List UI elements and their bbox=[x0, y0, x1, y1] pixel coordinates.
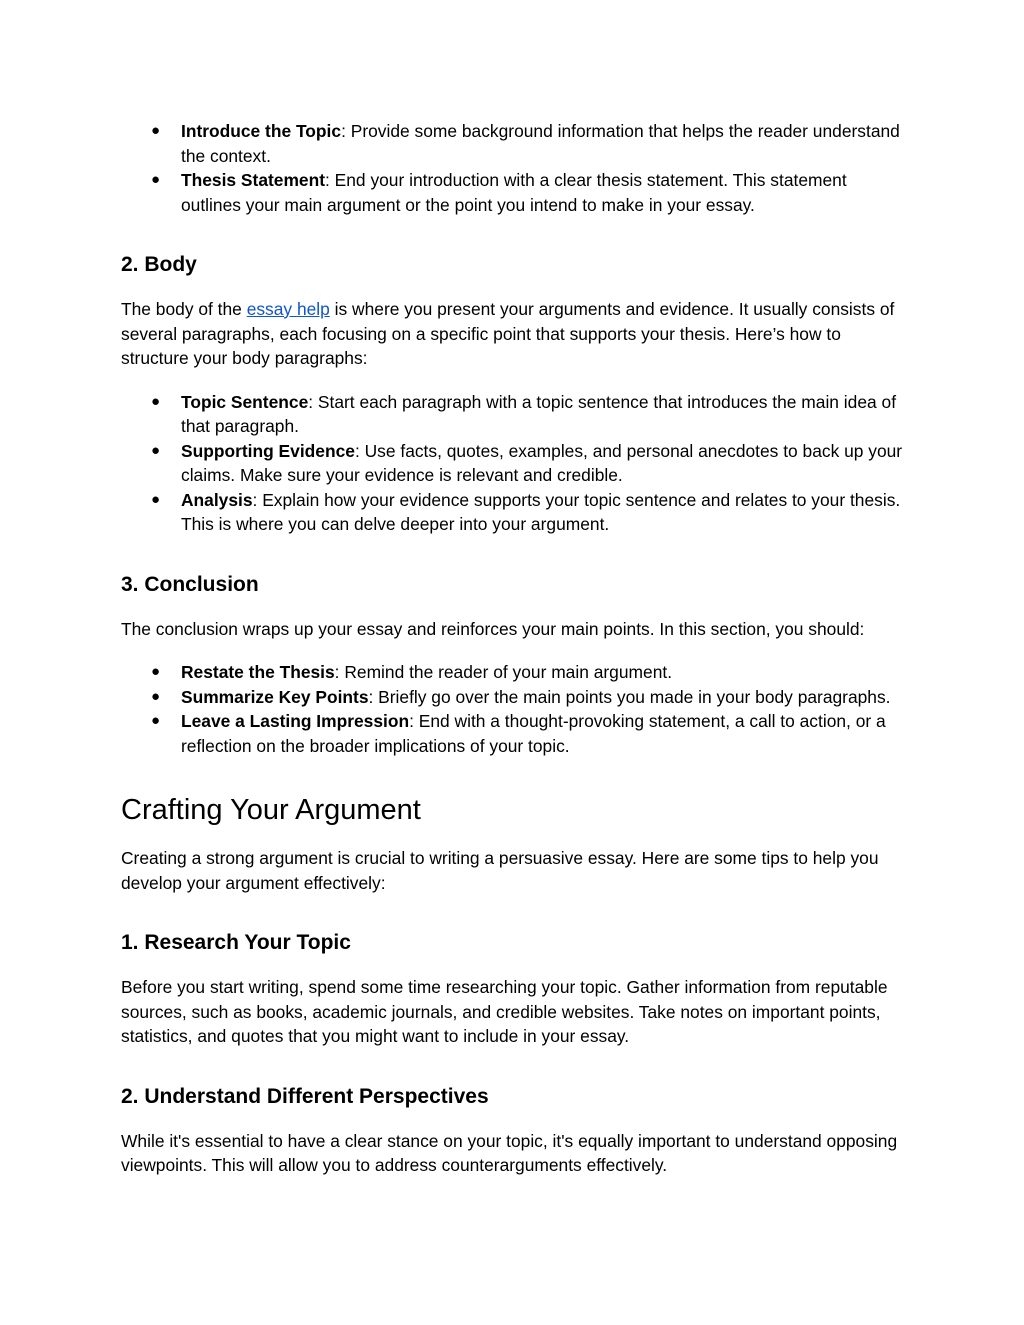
list-item bbox=[121, 119, 911, 168]
conclusion-heading: 3. Conclusion bbox=[121, 572, 259, 596]
bullet-text: : Remind the reader of your main argument. bbox=[334, 662, 673, 682]
bullet-text: : Start each paragraph with a topic sentence that introduces the main idea of that paragraph. bbox=[181, 391, 897, 436]
list-item bbox=[121, 660, 911, 685]
bullet-text: : Use facts, quotes, examples, and personal anecdotes to back up your claims. Make sure your evidence is relevant and credible. bbox=[181, 440, 903, 485]
intro-bullet-list bbox=[121, 119, 911, 217]
body-paragraph bbox=[121, 297, 911, 371]
list-item bbox=[121, 390, 911, 439]
essay-help-link[interactable]: essay help bbox=[246, 299, 330, 319]
document-page bbox=[121, 119, 911, 1178]
bullet-text: : Provide some background information that helps the reader understand the context. bbox=[181, 121, 900, 166]
conclusion-paragraph: The conclusion wraps up your essay and reinforces your main points. In this section, you should: bbox=[121, 618, 865, 639]
list-item bbox=[121, 439, 911, 488]
bullet-term: Summarize Key Points bbox=[181, 686, 369, 707]
list-item bbox=[121, 685, 911, 710]
bullet-dot: ● bbox=[151, 392, 161, 410]
bullet-text: : Briefly go over the main points you made in your body paragraphs. bbox=[368, 686, 891, 707]
research-heading: 1. Research Your Topic bbox=[121, 931, 351, 954]
bullet-term: Supporting Evidence bbox=[181, 440, 355, 461]
bullet-text: : End with a thought-provoking statement, a call to action, or a reflection on the broader implications of your topic. bbox=[181, 711, 886, 756]
perspectives-heading: 2. Understand Different Perspectives bbox=[121, 1084, 489, 1108]
perspectives-paragraph: While it's essential to have a clear stance on your topic, it's equally important to understand opposing viewpoints. This will allow you to address counterarguments effectively. bbox=[121, 1130, 898, 1175]
bullet-dot: ● bbox=[151, 122, 161, 139]
list-item bbox=[121, 168, 911, 217]
conclusion-bullet-list bbox=[121, 660, 911, 758]
bullet-term: Topic Sentence bbox=[181, 391, 309, 412]
bullet-term: Introduce the Topic bbox=[181, 121, 342, 141]
body-bullet-list bbox=[121, 390, 911, 537]
bullet-dot: ● bbox=[151, 663, 161, 680]
crafting-argument-heading: Crafting Your Argument bbox=[121, 794, 421, 826]
body-heading: 2. Body bbox=[121, 253, 197, 276]
research-paragraph: Before you start writing, spend some time researching your topic. Gather information from reputable sources, such as books, academic journals, and credible websites. Take notes on important points, statistics, and quotes that you might want to include in your essay. bbox=[121, 977, 888, 1046]
bullet-text: : Explain how your evidence supports your topic sentence and relates to your thesis. This is where you can delve deeper into your argument. bbox=[181, 489, 901, 534]
body-text-end: is where you present your arguments and evidence. It usually consists of several paragraphs, each focusing on a specific point that supports your thesis. Here’s how to structure your body paragraphs: bbox=[121, 299, 895, 368]
bullet-term: Analysis bbox=[181, 489, 253, 510]
list-item bbox=[121, 709, 911, 758]
bullet-term: Restate the Thesis bbox=[181, 662, 335, 682]
bullet-text: : End your introduction with a clear thesis statement. This statement outlines your main argument or the point you intend to make in your essay. bbox=[181, 170, 847, 215]
bullet-dot: ● bbox=[151, 490, 161, 508]
bullet-dot: ● bbox=[151, 712, 161, 729]
bullet-term: Thesis Statement bbox=[181, 170, 325, 190]
bullet-dot: ● bbox=[151, 441, 161, 459]
argument-paragraph: Creating a strong argument is crucial to writing a persuasive essay. Here are some tips to help you develop your argument effectively: bbox=[121, 848, 879, 893]
bullet-term: Leave a Lasting Impression bbox=[181, 711, 410, 731]
body-text-start: The body of the bbox=[121, 299, 247, 319]
list-item bbox=[121, 488, 911, 537]
bullet-dot: ● bbox=[151, 171, 161, 188]
bullet-dot: ● bbox=[151, 687, 161, 705]
